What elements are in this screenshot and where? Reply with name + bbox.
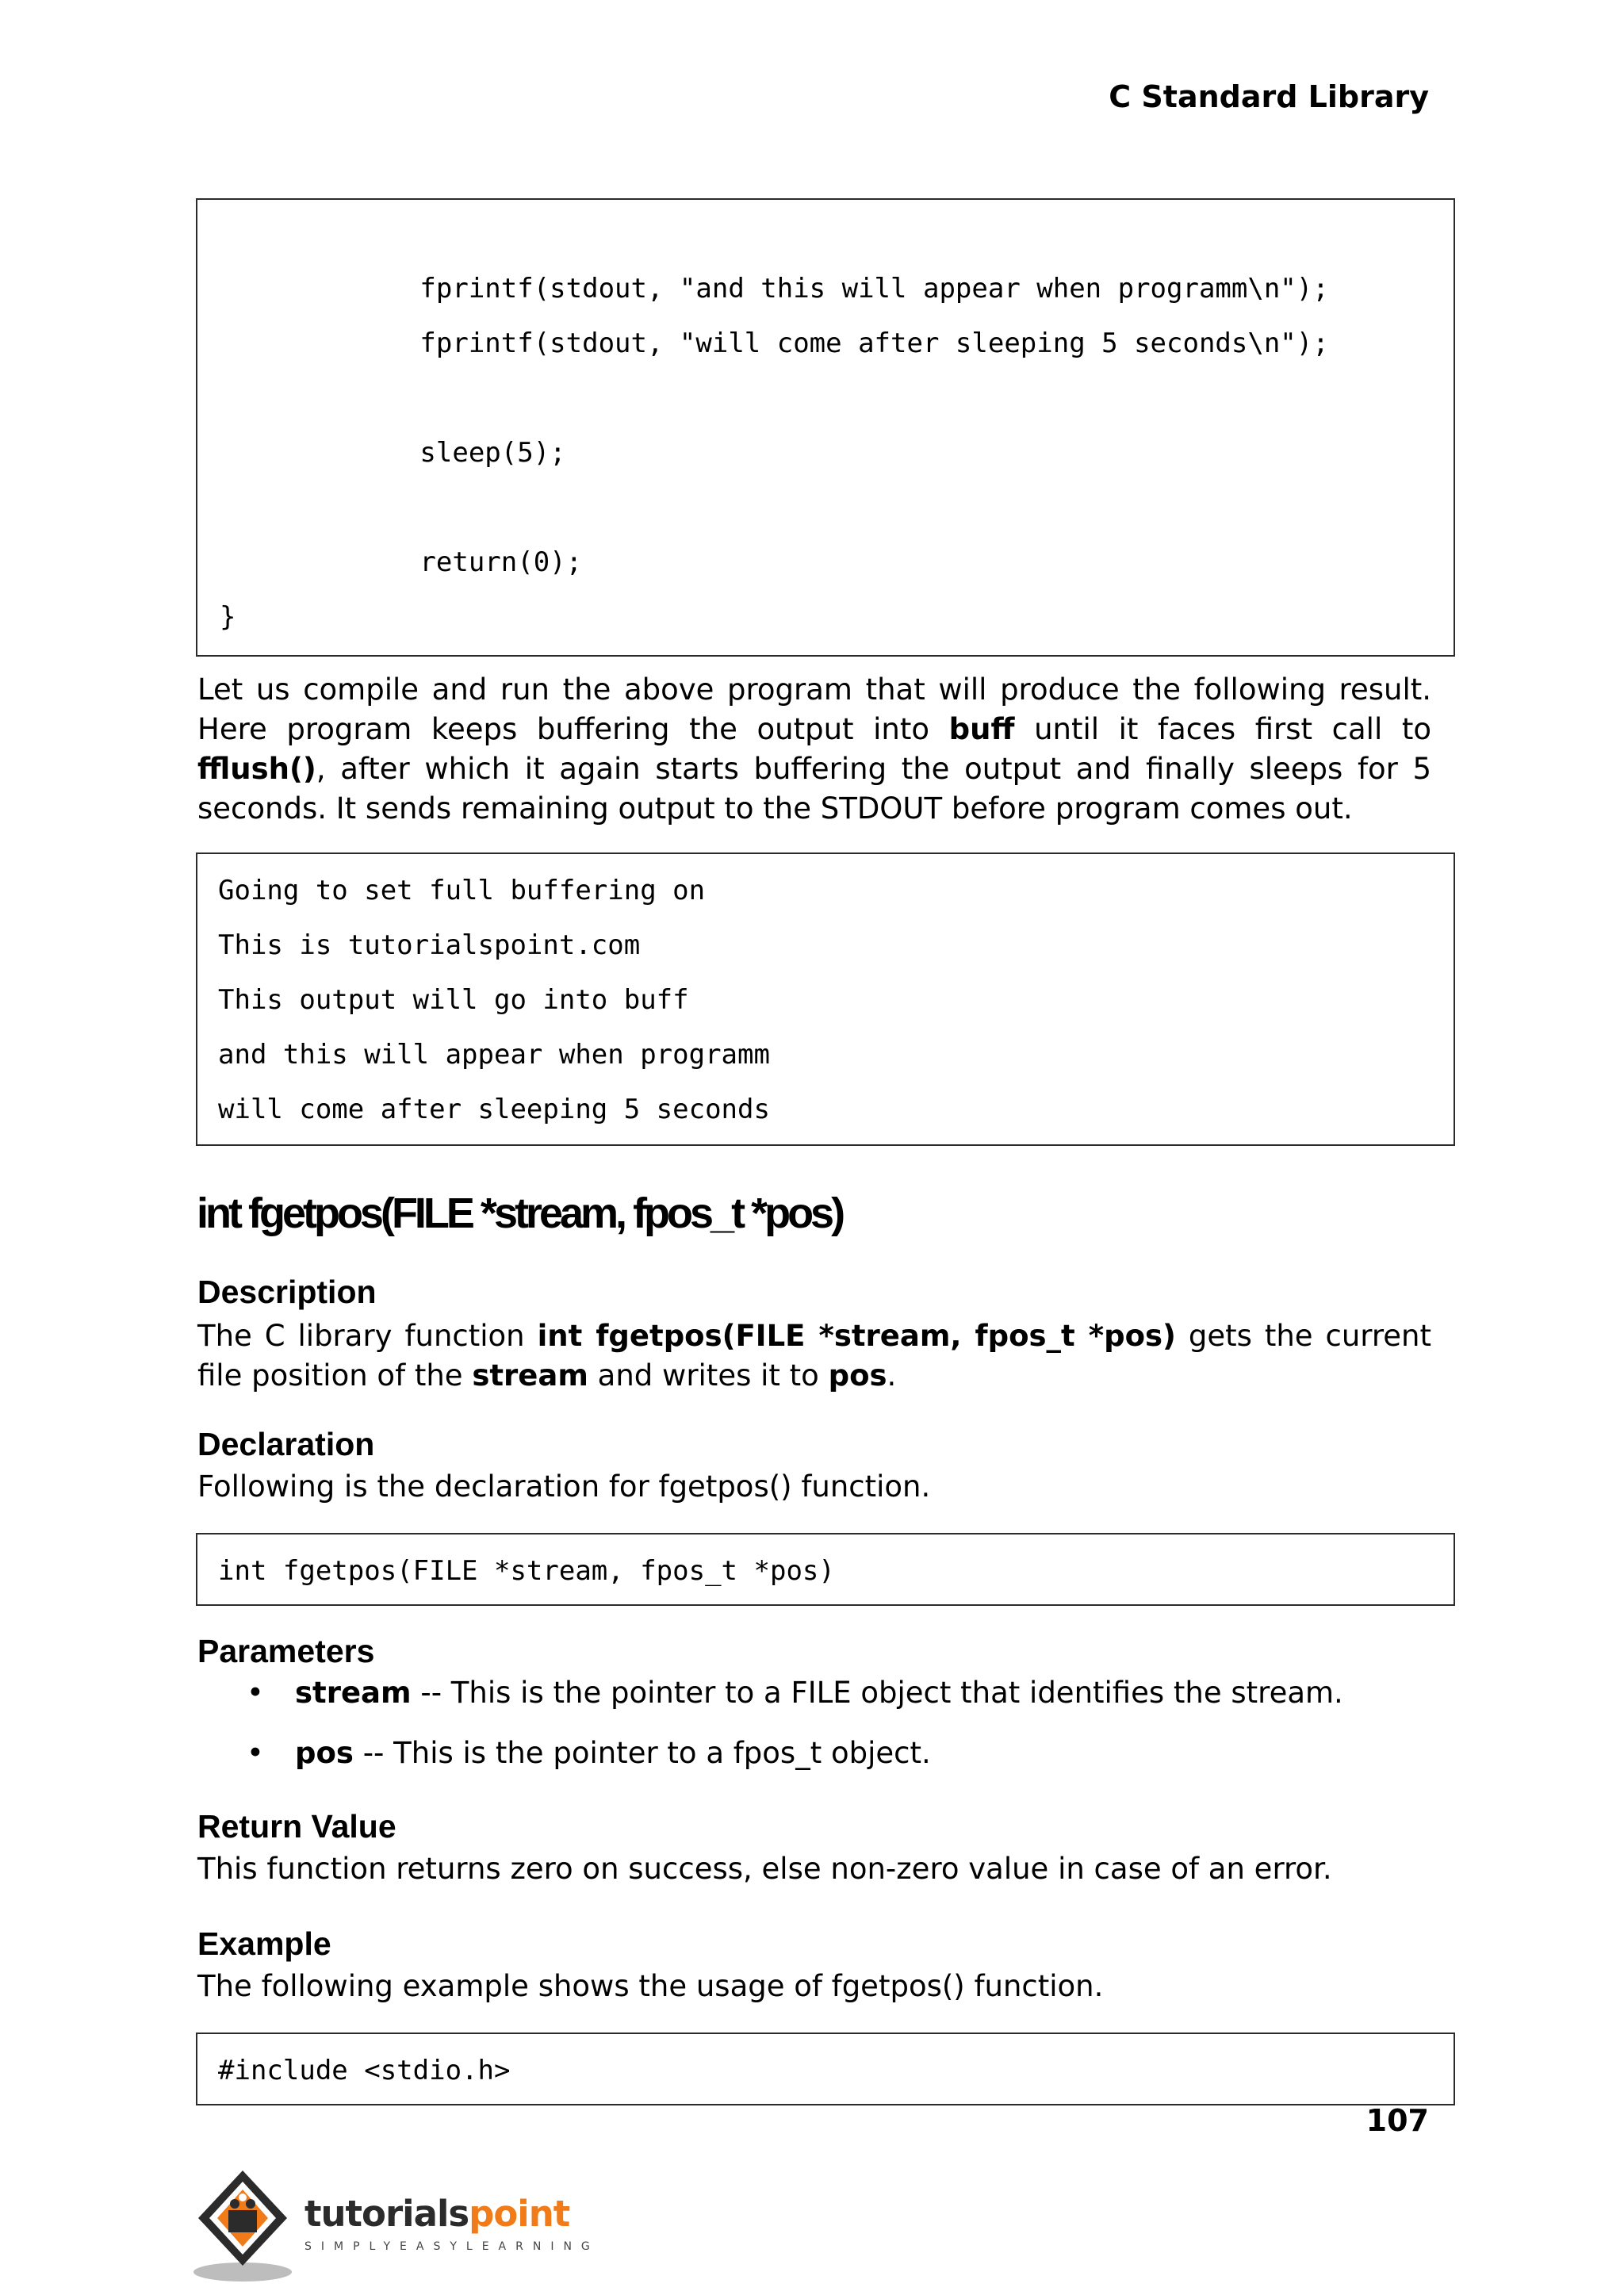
output-line: Going to set full buffering on	[218, 875, 706, 906]
bullet-icon: •	[247, 1736, 264, 1770]
running-header: C Standard Library	[1109, 79, 1429, 114]
parameter-description: -- This is the pointer to a fpos_t object.	[353, 1736, 931, 1770]
intro-fflush: fflush()	[197, 752, 316, 786]
intro-text-1: Let us compile and run the above program that will produce the following result. Here program keeps buffering the output into	[197, 672, 1431, 746]
intro-text-3: , after which it again starts buffering the output and finally sleeps for 5 seconds. It sends remaining output to the STDOUT before program comes out.	[197, 752, 1431, 826]
logo-word-tutorials: tutorials	[304, 2193, 469, 2235]
example-text: The following example shows the usage of fgetpos() function.	[197, 1969, 1104, 2003]
output-line: This output will go into buff	[218, 984, 689, 1016]
declaration-code: int fgetpos(FILE *stream, fpos_t *pos)	[218, 1555, 835, 1587]
description-text-4: .	[887, 1358, 897, 1393]
example-code: #include <stdio.h>	[218, 2055, 511, 2086]
code-line: }	[220, 601, 236, 633]
parameter-name: pos	[295, 1736, 354, 1770]
example-code-block	[196, 2033, 1455, 2105]
parameter-name: stream	[295, 1676, 412, 1710]
logo-tagline: SIMPLYEASYLEARNING	[304, 2240, 599, 2253]
intro-buff: buff	[948, 712, 1015, 746]
logo-wordmark	[304, 2193, 569, 2235]
code-line: fprintf(stdout, "will come after sleeping 5 seconds\n");	[371, 328, 1329, 359]
parameter-item-stream	[295, 1673, 1343, 1713]
page-number: 107	[1365, 2103, 1429, 2138]
bullet-icon: •	[247, 1676, 264, 1710]
return-value-text: This function returns zero on success, else non-zero value in case of an error.	[197, 1852, 1332, 1886]
logo-word-point: point	[469, 2193, 570, 2235]
parameters-heading: Parameters	[197, 1633, 375, 1669]
example-heading: Example	[197, 1925, 331, 1962]
declaration-heading: Declaration	[197, 1426, 375, 1462]
description-pos: pos	[828, 1358, 887, 1393]
tutorialspoint-logo	[193, 2161, 599, 2288]
parameter-item-pos	[295, 1734, 931, 1773]
declaration-text: Following is the declaration for fgetpos() function.	[197, 1469, 931, 1504]
description-signature: int fgetpos(FILE *stream, fpos_t *pos)	[537, 1319, 1176, 1353]
code-line: sleep(5);	[371, 437, 566, 469]
output-line: This is tutorialspoint.com	[218, 929, 641, 961]
description-text-1: The C library function	[197, 1319, 538, 1353]
description-text-3: and writes it to	[588, 1358, 829, 1393]
output-line: will come after sleeping 5 seconds	[218, 1094, 770, 1125]
code-line: return(0);	[371, 546, 583, 578]
program-output-block	[196, 852, 1455, 1146]
intro-text-2: until it faces first call to	[1014, 712, 1431, 746]
result-intro-paragraph	[197, 670, 1431, 829]
output-line: and this will appear when programm	[218, 1039, 770, 1071]
code-block-continuation	[196, 198, 1455, 657]
declaration-code-block	[196, 1533, 1455, 1606]
code-line: fprintf(stdout, "and this will appear when programm\n");	[371, 273, 1329, 305]
description-heading: Description	[197, 1274, 377, 1310]
return-value-heading: Return Value	[197, 1808, 396, 1845]
description-text-2: gets the current file position of the	[197, 1319, 1431, 1393]
logo-diamond-icon	[193, 2161, 304, 2288]
section-title: int fgetpos(FILE *stream, fpos_t *pos)	[197, 1190, 843, 1237]
description-paragraph	[197, 1316, 1431, 1396]
parameter-description: -- This is the pointer to a FILE object that identifies the stream.	[411, 1676, 1343, 1710]
description-stream: stream	[472, 1358, 588, 1393]
